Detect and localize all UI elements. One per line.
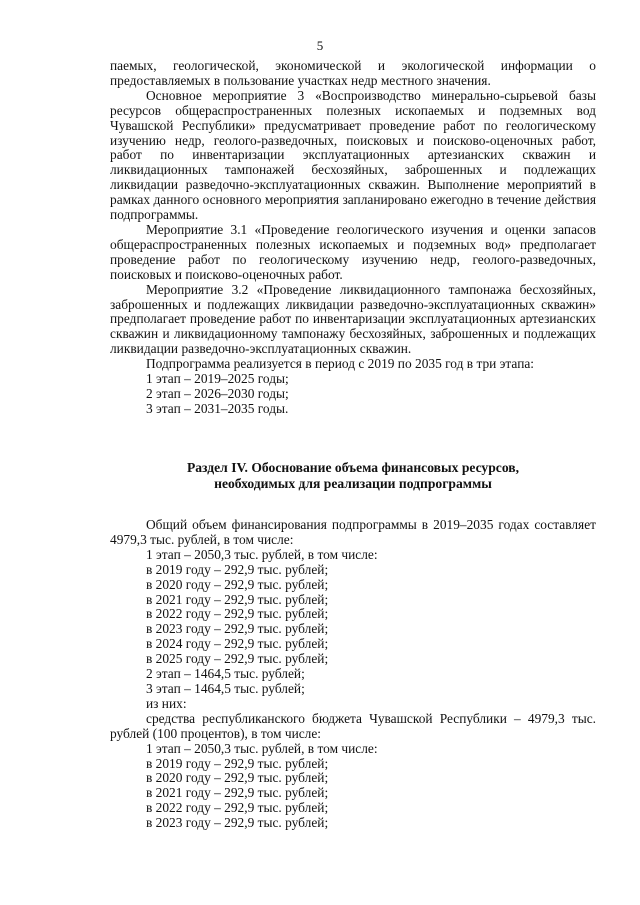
stage-item: 2 этап – 2026–2030 годы; [146,385,289,401]
paragraph-financing-total: Общий объем финансирования подпрограммы в 2019–2035 годах составляет 4979,3 тыс. рублей, в том числе: [110,517,596,547]
financing-item: в 2021 году – 292,9 тыс. рублей; [146,591,329,607]
financing-item: в 2019 году – 292,9 тыс. рублей; [146,561,329,577]
budget-item: 1 этап – 2050,3 тыс. рублей, в том числе: [146,740,378,756]
financing-item: в 2023 году – 292,9 тыс. рублей; [146,621,329,637]
financing-item: 2 этап – 1464,5 тыс. рублей; [146,666,305,682]
financing-item: 1 этап – 2050,3 тыс. рублей, в том числе: [146,546,378,562]
paragraph-activity-3-1: Мероприятие 3.1 «Проведение геологического изучения и оценки запасов общераспространенных полезных ископаемых и подземных вод» предполагает проведение работ по геологическому изучению недр, геолого-разведочных, поисковых и поисково-оценочных работ. [110,221,596,282]
financing-item: из них: [146,695,187,711]
financing-item: в 2025 году – 292,9 тыс. рублей; [146,651,329,667]
financing-item: в 2024 году – 292,9 тыс. рублей; [146,636,329,652]
page-number: 5 [316,38,324,53]
budget-item: в 2020 году – 292,9 тыс. рублей; [146,770,329,786]
section-heading-line: необходимых для реализации подпрограммы [214,476,492,491]
paragraph-main-activity-3: Основное мероприятие 3 «Воспроизводство минерально-сырьевой базы ресурсов общераспространенных полезных ископаемых и подземных вод Чувашской Республики» предусматривает проведение работ по геологическому изучению недр, геолого-разведочных, поисковых и поисково-оценочных работ, работ по инвентаризации эксплуатационных артезианских скважин и ликвидационных тампонажей бесхозяйных, заброшенных и подлежащих ликвидации разведочно-эксплуатационных скважин. Выполнение мероприятий в рамках данного основного мероприятия запланировано ежегодно в течение действия подпрограммы. [110,87,596,223]
intro-text-block [110,59,596,417]
budget-item: в 2022 году – 292,9 тыс. рублей; [146,800,329,816]
section-heading-line: Раздел IV. Обоснование объема финансовых ресурсов, [186,460,520,475]
budget-item: в 2021 году – 292,9 тыс. рублей; [146,785,329,801]
section-heading [110,460,596,492]
financing-item: 3 этап – 1464,5 тыс. рублей; [146,680,305,696]
financing-item: в 2022 году – 292,9 тыс. рублей; [146,606,329,622]
budget-item: в 2019 году – 292,9 тыс. рублей; [146,755,329,771]
paragraph-continuation: паемых, геологической, экономической и экологической информации о предоставляемых в пользование участках недр местного значения. [110,58,596,88]
financing-text-block [110,518,596,831]
stage-item: 1 этап – 2019–2025 годы; [146,371,289,387]
paragraph-budget-total: средства республиканского бюджета Чувашской Республики – 4979,3 тыс. рублей (100 процентов), в том числе: [110,710,596,741]
stage-item: 3 этап – 2031–2035 годы. [146,400,289,416]
budget-item: в 2023 году – 292,9 тыс. рублей; [146,815,329,831]
financing-item: в 2020 году – 292,9 тыс. рублей; [146,576,329,592]
paragraph-activity-3-2: Мероприятие 3.2 «Проведение ликвидационного тампонажа бесхозяйных, заброшенных и подлежащих ликвидации разведочно-эксплуатационных скважин» предполагает проведение работ по инвентаризации эксплуатационных артезианских скважин и ликвидационному тампонажу бесхозяйных, заброшенных и подлежащих ликвидации разведочно-эксплуатационных скважин. [110,281,596,357]
paragraph-stages-intro: Подпрограмма реализуется в период с 2019 по 2035 год в три этапа: [146,356,535,372]
